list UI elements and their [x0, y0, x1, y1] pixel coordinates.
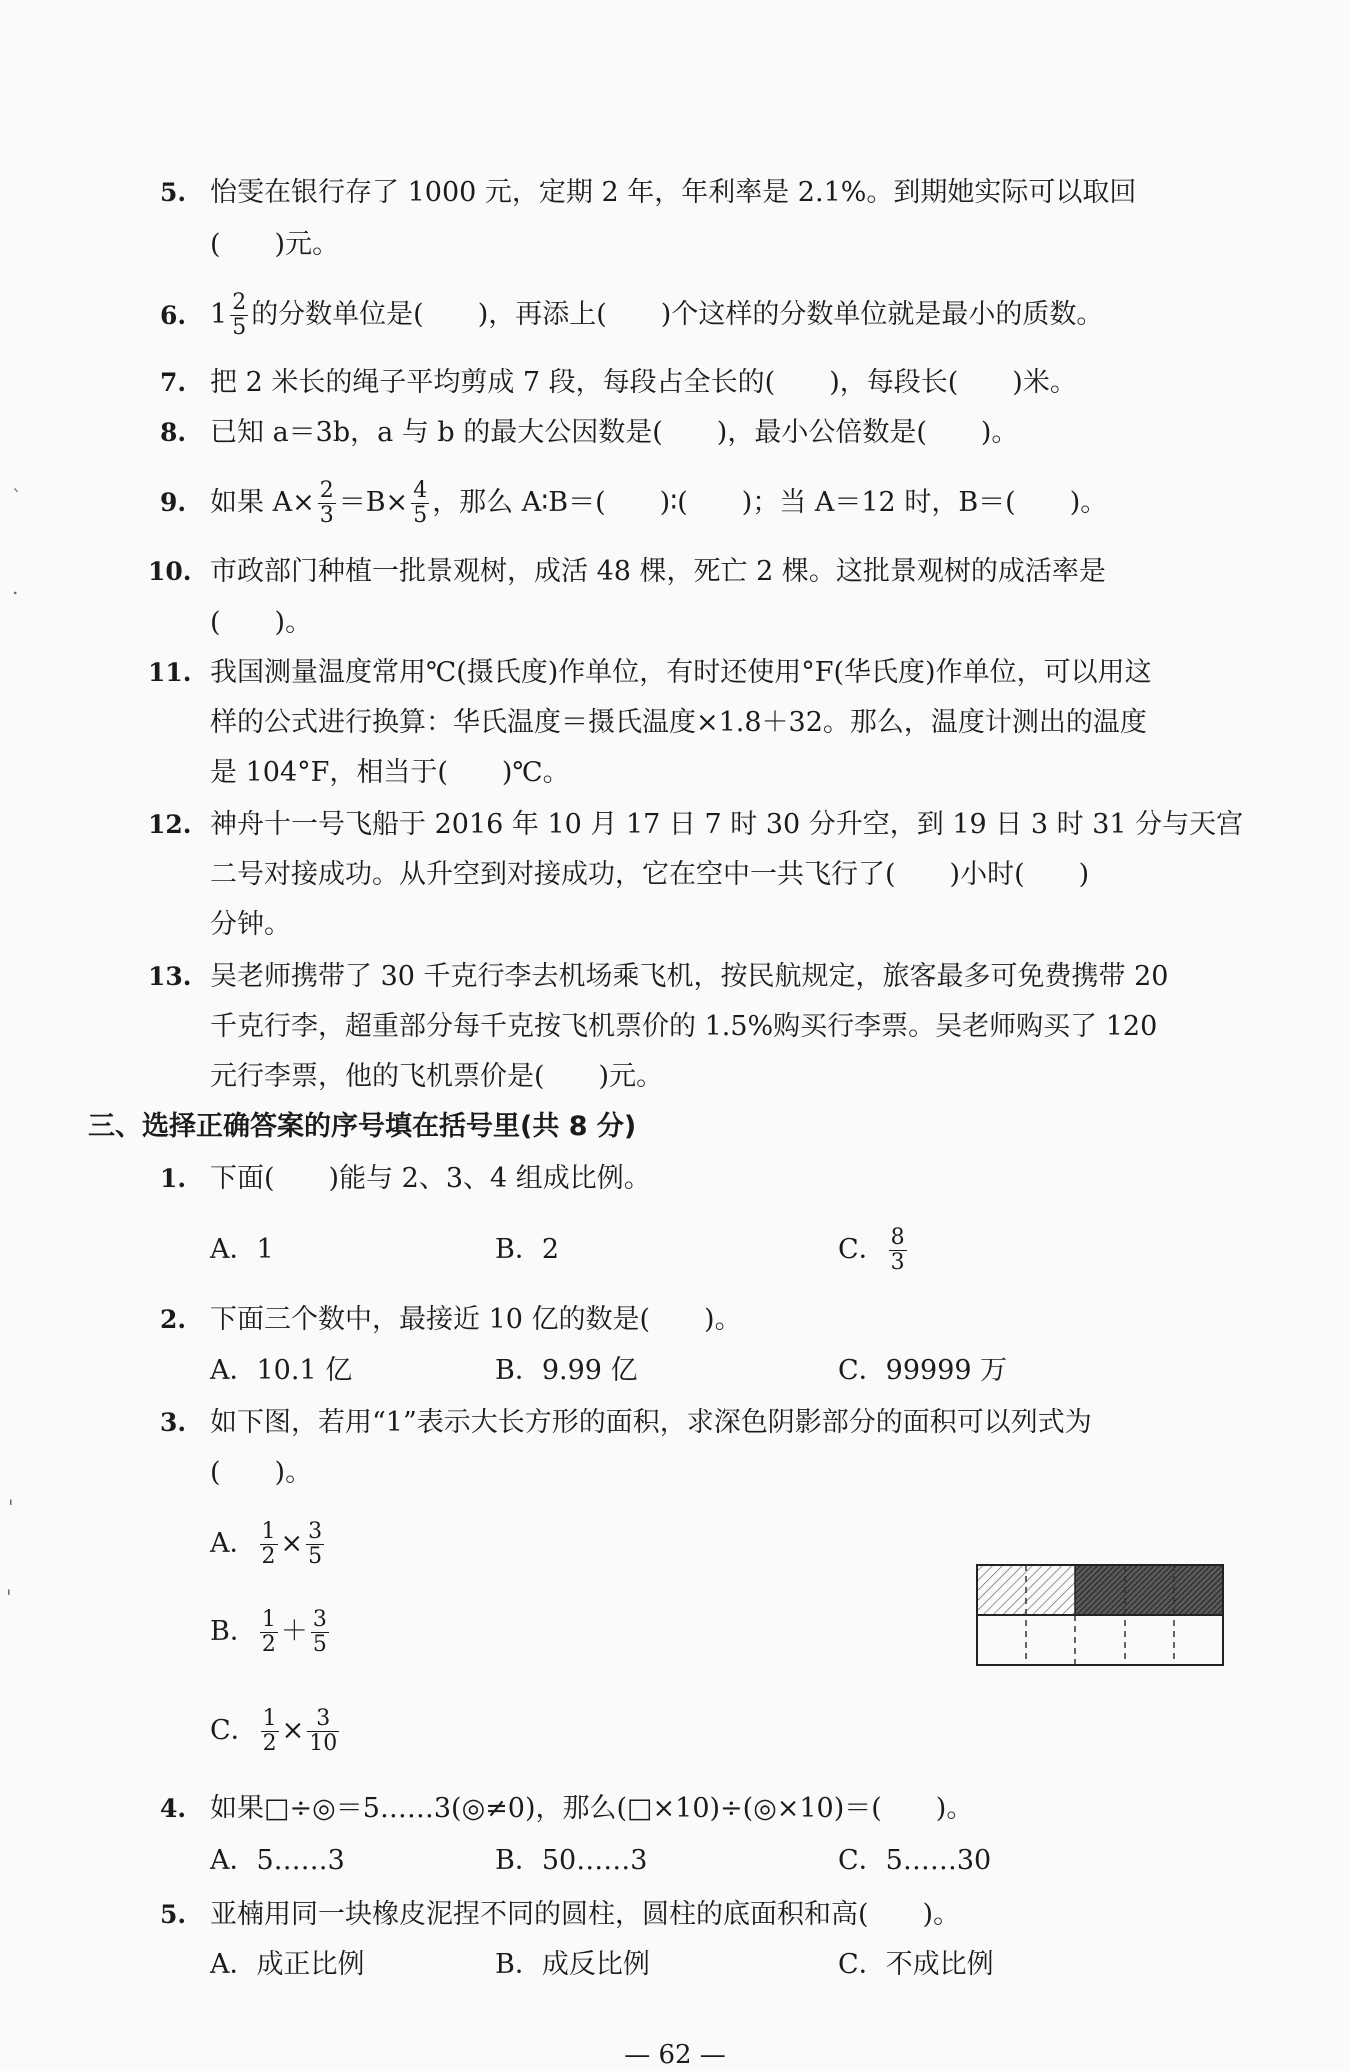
option-a: A．成正比例: [210, 1949, 365, 1980]
option-b: B． $\frac{1}{2}$ ＋ $\frac{3}{5}$: [210, 1607, 327, 1657]
question-number: 7.: [160, 368, 187, 397]
option-a: A．1: [210, 1234, 274, 1265]
question-text: 如下图，若用“1”表示大长方形的面积，求深色阴影部分的面积可以列式为: [210, 1407, 1092, 1438]
question-text: 样的公式进行换算：华氏温度＝摄氏温度×1.8＋32。那么，温度计测出的温度: [210, 707, 1147, 738]
question-text: 已知 a＝3b，a 与 b 的最大公因数是( )，最小公倍数是( )。: [210, 417, 1019, 448]
question-number: 2.: [160, 1305, 187, 1334]
fraction: $\frac{3}{5}$: [308, 1519, 323, 1569]
option-b: B．2: [495, 1234, 560, 1265]
question-number: 13.: [148, 962, 192, 991]
question-text: 我国测量温度常用℃(摄氏度)作单位，有时还使用°F(华氏度)作单位，可以用这: [210, 657, 1152, 688]
question-number: 5.: [160, 1900, 187, 1929]
option-a: A．5……3: [210, 1845, 345, 1876]
question-number: 5.: [160, 178, 187, 207]
fraction: $\frac{2}{3}$: [319, 478, 334, 528]
fraction: $\frac{1}{2}$: [261, 1607, 276, 1657]
option-c: C．不成比例: [838, 1949, 994, 1980]
question-text: [210, 281, 1103, 349]
question-number: 6.: [160, 301, 187, 330]
option-b: B．50……3: [495, 1845, 648, 1876]
question-text: 是 104°F，相当于( )℃。: [210, 757, 570, 788]
fraction: $\frac{1}{2}$: [261, 1519, 276, 1569]
question-number: 9.: [160, 488, 187, 517]
option-a: A． $\frac{1}{2}$ × $\frac{3}{5}$: [210, 1519, 323, 1569]
section-heading: 三、选择正确答案的序号填在括号里(共 8 分): [88, 1111, 637, 1142]
question-text: 如果□÷◎＝5……3(◎≠0)，那么(□×10)÷(◎×10)＝( )。: [210, 1793, 974, 1824]
option-b: B．9.99 亿: [495, 1355, 638, 1386]
margin-mark: ': [6, 1585, 12, 1609]
question-number: 10.: [148, 557, 192, 586]
option-a: A．10.1 亿: [210, 1355, 353, 1386]
option-c: C．5……30: [838, 1845, 992, 1876]
fraction: $\frac{3}{5}$: [312, 1607, 327, 1657]
margin-mark: ': [8, 1495, 14, 1519]
fraction: $\frac{8}{3}$: [890, 1225, 905, 1275]
question-text: 如果 A× $\frac{2}{3}$ ＝B× $\frac{4}{5}$ ，那么 A∶B＝( )∶( )；当 A＝12 时，B＝( )。: [210, 478, 1108, 528]
fraction: $\frac{1}{2}$: [262, 1706, 277, 1756]
question-number: 8.: [160, 418, 187, 447]
option-c: C． $\frac{1}{2}$ × $\frac{3}{10}$: [210, 1706, 338, 1756]
question-text: 千克行李，超重部分每千克按飞机票价的 1.5%购买行李票。吴老师购买了 120: [210, 1011, 1158, 1042]
question-text: ( )。: [210, 1457, 313, 1488]
question-text: ( )。: [210, 607, 313, 638]
margin-mark: `: [12, 485, 22, 509]
fraction: $\frac{3}{10}$: [309, 1706, 338, 1756]
page-number: — 62 —: [624, 2040, 726, 2070]
question-number: 4.: [160, 1794, 187, 1823]
question-text: 神舟十一号飞船于 2016 年 10 月 17 日 7 时 30 分升空，到 19 日 3 时 31 分与天宫: [210, 809, 1244, 840]
question-text: 分钟。: [210, 909, 291, 940]
question-text: 二号对接成功。从升空到对接成功，它在空中一共飞行了( )小时( ): [210, 859, 1090, 890]
question-text-rest: 的分数单位是( )，再添上( )个这样的分数单位就是最小的质数。: [251, 299, 1104, 330]
fraction: $\frac{2}{5}$: [232, 290, 247, 340]
question-number: 3.: [160, 1408, 187, 1437]
dark-shaded-region: [1075, 1565, 1223, 1615]
question-text: 怡雯在银行存了 1000 元，定期 2 年，年利率是 2.1%。到期她实际可以取回: [210, 177, 1137, 208]
question-text: 下面( )能与 2、3、4 组成比例。: [210, 1163, 651, 1194]
question-number: 11.: [148, 658, 192, 687]
margin-mark: .: [12, 575, 19, 599]
option-c: C．99999 万: [838, 1355, 1008, 1386]
option-c: C． $\frac{8}{3}$: [838, 1225, 905, 1275]
question-text: 亚楠用同一块橡皮泥捏不同的圆柱，圆柱的底面积和高( )。: [210, 1899, 961, 1930]
question-text: 下面三个数中，最接近 10 亿的数是( )。: [210, 1304, 742, 1335]
question-text: ( )元。: [210, 229, 340, 260]
mixed-number-whole: 1: [210, 299, 228, 330]
question-text: 吴老师携带了 30 千克行李去机场乘飞机，按民航规定，旅客最多可免费携带 20: [210, 961, 1169, 992]
shaded-rectangle-diagram: [975, 1563, 1225, 1667]
question-number: 1.: [160, 1164, 187, 1193]
option-b: B．成反比例: [495, 1949, 650, 1980]
question-text: 把 2 米长的绳子平均剪成 7 段，每段占全长的( )，每段长( )米。: [210, 367, 1077, 398]
question-number: 12.: [148, 810, 192, 839]
question-text: 市政部门种植一批景观树，成活 48 棵，死亡 2 棵。这批景观树的成活率是: [210, 556, 1106, 587]
fraction: $\frac{4}{5}$: [413, 478, 428, 528]
question-text: 元行李票，他的飞机票价是( )元。: [210, 1061, 664, 1092]
